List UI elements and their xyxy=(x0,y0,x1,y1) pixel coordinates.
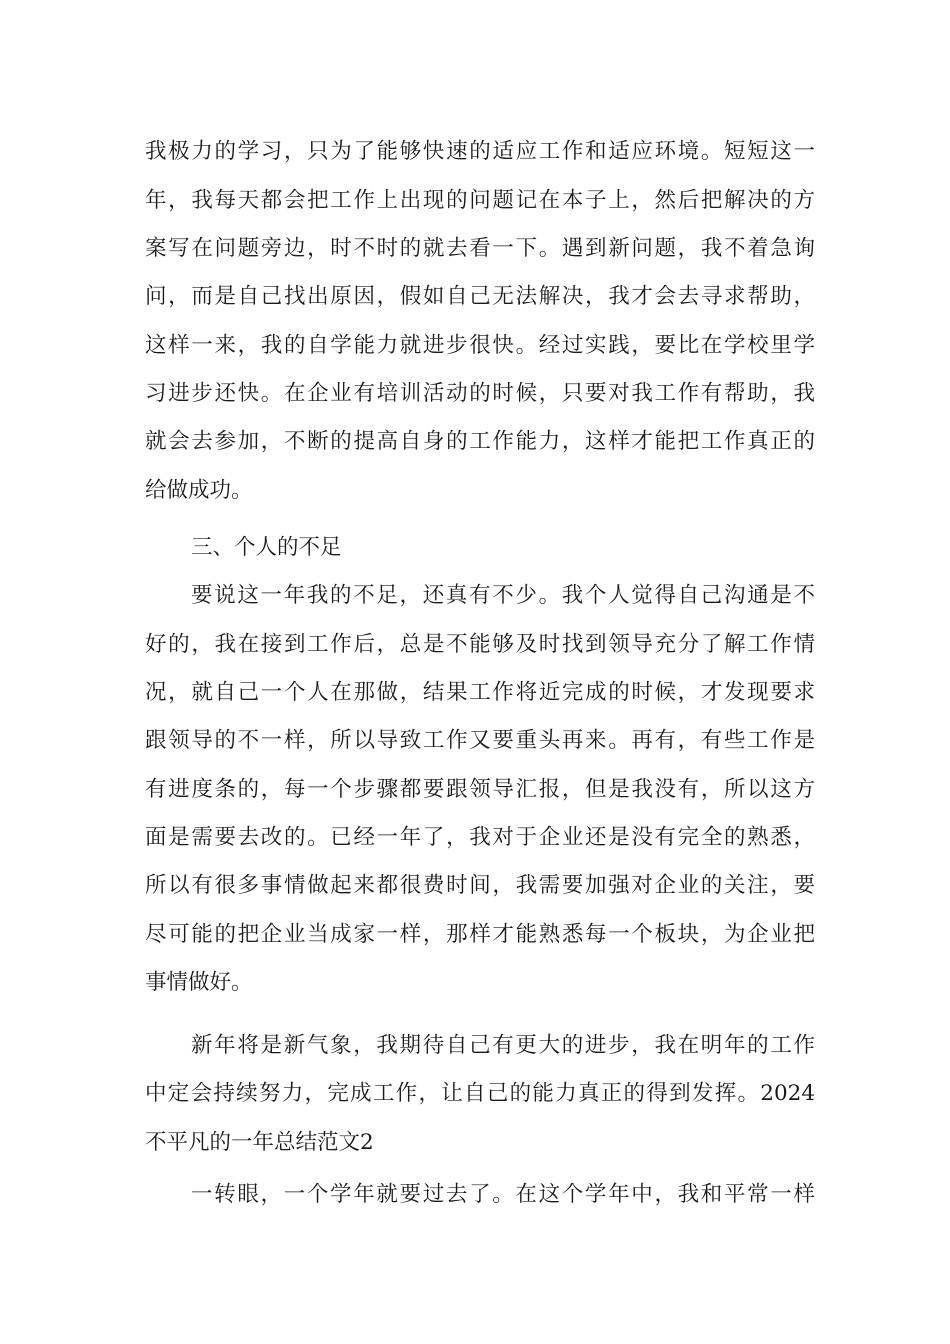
paragraph-line: 新年将是新气象，我期待自己有更大的进步，我在明年的工作 xyxy=(191,1033,815,1058)
paragraph-line: 中定会持续努力，完成工作，让自己的能力真正的得到发挥。2024 xyxy=(145,1081,815,1106)
paragraph-line: 要说这一年我的不足，还真有不少。我个人觉得自己沟通是不 xyxy=(191,583,815,608)
paragraph-line: 尽可能的把企业当成家一样，那样才能熟悉每一个板块，为企业把 xyxy=(145,922,815,947)
paragraph-line: 况，就自己一个人在那做，结果工作将近完成的时候，才发现要求 xyxy=(145,680,815,705)
paragraph-line: 问，而是自己找出原因，假如自己无法解决，我才会去寻求帮助， xyxy=(145,284,815,309)
article-title: 不平凡的一年总结范文2 xyxy=(145,1130,374,1155)
paragraph-line: 就会去参加，不断的提高自身的工作能力，这样才能把工作真正的 xyxy=(145,429,815,454)
paragraph-line: 跟领导的不一样，所以导致工作又要重头再来。再有，有些工作是 xyxy=(145,728,815,753)
paragraph-line: 事情做好。 xyxy=(145,970,253,995)
paragraph-line: 面是需要去改的。已经一年了，我对于企业还是没有完全的熟悉， xyxy=(145,825,815,850)
paragraph-line: 一转眼，一个学年就要过去了。在这个学年中，我和平常一样 xyxy=(191,1182,815,1207)
paragraph-line: 这样一来，我的自学能力就进步很快。经过实践，要比在学校里学 xyxy=(145,333,815,358)
paragraph-line: 有进度条的，每一个步骤都要跟领导汇报，但是我没有，所以这方 xyxy=(145,777,815,802)
section-heading: 三、个人的不足 xyxy=(191,535,342,560)
paragraph-line: 给做成功。 xyxy=(145,478,253,503)
paragraph-line: 习进步还快。在企业有培训活动的时候，只要对我工作有帮助，我 xyxy=(145,381,815,406)
paragraph-line: 我极力的学习，只为了能够快速的适应工作和适应环境。短短这一 xyxy=(145,139,815,164)
paragraph-line: 年，我每天都会把工作上出现的问题记在本子上，然后把解决的方 xyxy=(145,188,815,213)
paragraph-line: 好的，我在接到工作后，总是不能够及时找到领导充分了解工作情 xyxy=(145,632,815,657)
paragraph-line: 所以有很多事情做起来都很费时间，我需要加强对企业的关注，要 xyxy=(145,873,815,898)
paragraph-line: 案写在问题旁边，时不时的就去看一下。遇到新问题，我不着急询 xyxy=(145,236,815,261)
